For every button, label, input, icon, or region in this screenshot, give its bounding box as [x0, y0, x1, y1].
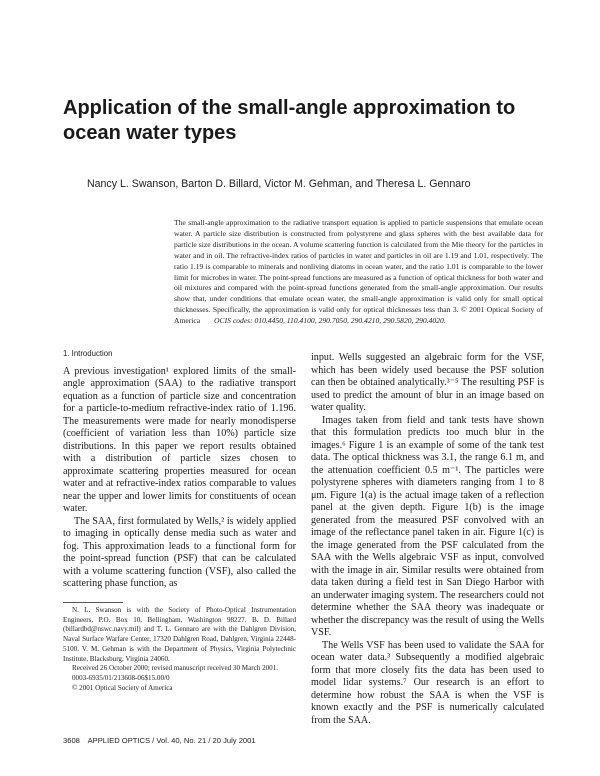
abstract-text: The small-angle approximation to the radiative transport equation is applied to particle suspensions that emulate ocean water. A particle size distribution is constructed from polystyrene and glass spheres with the best available data for particle size distributions in the ocean. A volume scattering function is calculated from the Mie theory for the particles in water and in oil. The refractive-index ratios of particles in water and particles in oil are 1.19 and 1.01, respectively. The ratio 1.19 is comparable to minerals and nonliving diatoms in ocean water, and the ratio 1.01 is comparable to the lower limit for microbes in water. The point-spread functions are measured as a function of optical thickness for both water and oil mixtures and compared with the point-spread functions generated from the small-angle approximation. Our results show that, under conditions that emulate ocean water, the small-angle approximation is valid only for small optical thicknesses. Specifically, the approximation is valid only for optical thicknesses less than 3. © 2001 Optical Society of America	[174, 218, 543, 326]
author-affiliations: N. L. Swanson is with the Society of Photo-Optical Instrumentation Engineers, P.O. Box 10, Bellingham, Washington 98227. B. D. Billard (billardbd@nswc.navy.mil) and T. L. Gennaro are with the Dahlgren Division, Naval Surface Warfare Center, 17320 Dahlgren Road, Dahlgren, Virginia 22448-5100. V. M. Gehman is with the Department of Physics, Virginia Polytechnic Institute, Blacksburg, Virginia 24060.	[63, 606, 296, 663]
paragraph: A previous investigation¹ explored limits of the small-angle approximation (SAA) to the radiative transport equation as a function of particle size and concentration for a particle-to-medium refractive-index ratio of 1.196. The measurements were made for nearly monodisperse (coefficient of variation less than 10%) particle size distributions. In this paper we report results obtained with a distribution of particle sizes chosen to approximate scattering properties measured for ocean water and at refractive-index ratios comparable to values near the upper and lower limits for constituents of ocean water.	[63, 365, 296, 514]
abstract	[174, 218, 543, 327]
footnote-rule	[63, 602, 123, 603]
left-column	[63, 348, 296, 591]
section-heading: 1. Introduction	[63, 349, 113, 358]
paragraph: input. Wells suggested an algebraic form for the VSF, which has been widely used because the PSF solution can then be obtained analytically.³⁻⁵ The resulting PSF is used to predict the amount of blur in an image based on water quality.	[311, 352, 544, 413]
author-list: Nancy L. Swanson, Barton D. Billard, Victor M. Gehman, and Theresa L. Gennaro	[87, 178, 471, 190]
paragraph: The SAA, first formulated by Wells,² is widely applied to imaging in optically dense media such as water and fog. This approximation leads to a functional form for the point-spread function (PSF) that can be calculated with a volume scattering function (VSF), also called the scattering phase function, as	[63, 515, 296, 589]
article-code: 0003-6935/01/213608-06$15.00/0	[72, 673, 170, 682]
journal-citation: APPLIED OPTICS / Vol. 40, No. 21 / 20 July 2001	[87, 736, 256, 745]
received-dates: Received 26 October 2000; revised manuscript received 30 March 2001.	[72, 664, 279, 673]
right-column	[311, 352, 544, 727]
paragraph: Images taken from field and tank tests have shown that this formulation predicts too much blur in the images.⁶ Figure 1 is an example of some of the tank test data. The optical thickness was 3.1, the range 6.1 m, and the attenuation coefficient 0.5 m⁻¹. The particles were polystyrene spheres with diameters ranging from 1 to 8 μm. Figure 1(a) is the actual image taken of a reflection panel at the given depth. Figure 1(b) is the image generated from the measured PSF convolved with an image of the reflectance panel taken in air. Figure 1(c) is the image generated from the PSF calculated from the SAA with the Wells algebraic VSF as input, convolved with the image in air. Similar results were obtained from data taken during a field test in San Diego Harbor with an underwater imaging system. The researchers could not determine whether the SAA theory was inadequate or whether the discrepancy was the result of using the Wells VSF.	[311, 414, 544, 638]
paragraph: The Wells VSF has been used to validate the SAA for ocean water data.³ Subsequently a modified algebraic form that more closely fits the data has been used to model lidar systems.⁷ Our research is an effort to determine how robust the SAA is when the VSF is known exactly and the PSF is numerically calculated from the SAA.	[311, 639, 544, 726]
copyright: © 2001 Optical Society of America	[72, 683, 173, 692]
page-footer	[63, 736, 262, 745]
page-number: 3608	[63, 736, 80, 745]
article-title: Application of the small-angle approximation to ocean water types	[63, 97, 516, 144]
footnotes	[63, 606, 296, 693]
ocis-codes: OCIS codes: 010.4450, 110.4100, 290.7050, 290.4210, 290.5820, 290.4020.	[214, 316, 446, 326]
